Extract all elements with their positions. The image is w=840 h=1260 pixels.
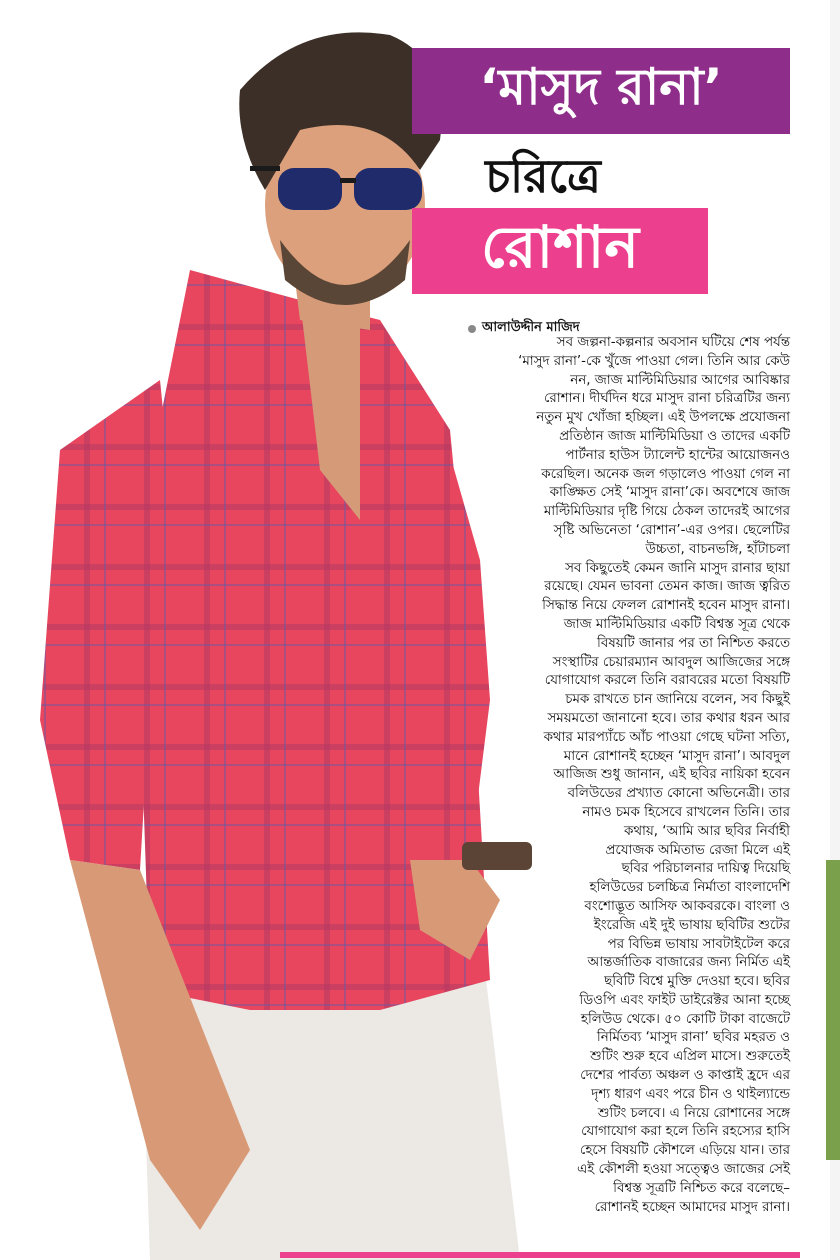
headline-line-2: চরিত্রে [485, 149, 601, 203]
article-body [0, 334, 790, 1217]
headline-line-2-box [468, 150, 618, 210]
headline-line-3: রোশান [480, 212, 639, 281]
article-line: ছবির পরিচালনার দায়িত্ব দিয়েছি [621, 861, 790, 877]
article-line: দেশের পার্বত্য অঞ্চল ও কাপ্তাই হ্রদে এর [580, 1068, 790, 1084]
article-line: আজিজ শুধু জানান, এই ছবির নায়িকা হবেন [553, 767, 790, 783]
article-line: বলিউডের প্রখ্যাত কোনো অভিনেত্রী। তার [567, 786, 790, 802]
article-line: রোশানই হচ্ছেন আমাদের মাসুদ রানা। [594, 1199, 790, 1215]
article-line: ‘মাসুদ রানা’-কে খুঁজে পাওয়া গেল। তিনি আর কেউ [518, 353, 790, 369]
headline-banner-roshan [412, 208, 708, 294]
adjacent-photo-edge [826, 860, 840, 1160]
article-line: শুটিং চলবে। এ নিয়ে রোশানের সঙ্গে [597, 1105, 790, 1121]
article-line: দৃশ্য ধারণ এবং পরে চীন ও থাইল্যান্ডে [591, 1086, 790, 1102]
article-line: নামও চমক হিসেবে রাখলেন তিনি। তার [582, 804, 790, 820]
article-line: নতুন মুখ খোঁজা হচ্ছিল। এই উপলক্ষে প্রযোজনা [536, 410, 790, 426]
article-line: করেছিল। অনেক জল গড়ালেও পাওয়া গেল না [541, 466, 790, 482]
byline-author: আলাউদ্দীন মাজিদ [482, 320, 580, 335]
article-line: মানে রোশানই হচ্ছেন ‘মাসুদ রানা’। আবদুল [563, 748, 790, 764]
article-line: যোগাযোগ করা হলে তিনি রহস্যের হাসি [581, 1124, 790, 1140]
article-line: পর বিভিন্ন ভাষায় সাবটাইটেল করে [607, 936, 790, 952]
article-line: উচ্চতা, বাচনভঙ্গি, হাঁটাচলা [645, 541, 790, 557]
article-line: নন, জাজ মাল্টিমিডিয়ার আগের আবিষ্কার [570, 372, 790, 388]
article-line: সব কিছুতেই কেমন জানি মাসুদ রানার ছায়া [565, 560, 790, 576]
article-line: ডিওপি এবং ফাইট ডাইরেক্টর আনা হচ্ছে [579, 992, 790, 1008]
article-line: সংস্থাটির চেয়ারম্যান আবদুল আজিজের সঙ্গে [552, 654, 790, 670]
article-line: আন্তর্জাতিক বাজারের জন্য নির্মিত এই [587, 955, 790, 971]
article-line: শুটিং শুরু হবে এপ্রিল মাসে। শুরুতেই [590, 1049, 790, 1065]
article-line: বিষয়টি জানার পর তা নিশ্চিত করতে [597, 635, 790, 651]
article-line: প্রতিষ্ঠান জাজ মাল্টিমিডিয়া ও তাদের একটি [559, 428, 790, 444]
article-line: রয়েছে। যেমন ভাবনা তেমন কাজ। জাজ ত্বরিত [544, 579, 790, 595]
article-line: হলিউডের চলচ্চিত্র নির্মাতা বাংলাদেশি [589, 880, 790, 896]
article-line: সময়মতো জানানো হবে। তার কথার ধরন আর [547, 710, 790, 726]
bullet-icon [468, 325, 476, 333]
article-line: হেসে বিষয়টি কৌশলে এড়িয়ে যান। তার [579, 1143, 790, 1159]
article-line: কথার মারপ্যাঁচে আঁচ পাওয়া গেছে ঘটনা সত্যি, [543, 729, 790, 745]
article-line: রোশান। দীর্ঘদিন ধরে মাসুদ রানা চরিত্রটির জন্য [544, 391, 790, 407]
article-line: প্রযোজক অমিতাভ রেজা মিলে এই [605, 842, 790, 858]
article-line: বিশ্বস্ত সূত্রটি নিশ্চিত করে বলেছে– [613, 1180, 790, 1196]
article-line: মাল্টিমিডিয়ার দৃষ্টি গিয়ে ঠেকল তাদেরই আগের [543, 504, 790, 520]
article-line: জাজ মাল্টিমিডিয়ার একটি বিশ্বস্ত সূত্র থেকে [563, 616, 790, 632]
bottom-accent-bar [280, 1252, 800, 1258]
article-line: সব জল্পনা-কল্পনার অবসান ঘটিয়ে শেষ পর্যন্ত [556, 335, 790, 350]
headline-line-1: ‘মাসুদ রানা’ [479, 57, 723, 116]
headline-banner-masud-rana [412, 48, 790, 134]
article-line: কাঙ্ক্ষিত সেই ‘মাসুদ রানা’কে। অবশেষে জাজ [549, 485, 790, 501]
article-line: এই কৌশলী হওয়া সত্ত্বেও জাজের সেই [577, 1162, 790, 1178]
article-line: নির্মিতব্য ‘মাসুদ রানা’ ছবির মহরত ও [596, 1030, 790, 1046]
article-line: সৃষ্টি অভিনেতা ‘রোশান’-এর ওপর। ছেলেটির [553, 522, 790, 538]
article-line: ছবিটি বিশ্বে মুক্তি দেওয়া হবে। ছবির [604, 974, 790, 990]
article-line: চমক রাখতে চান জানিয়ে বলেন, সব কিছুই [565, 692, 790, 708]
article-line: সিদ্ধান্ত নিয়ে ফেলল রোশানই হবেন মাসুদ রানা। [542, 598, 790, 614]
article-line: পার্টনার হাউস ট্যালেন্ট হান্টের আয়োজনও [565, 447, 790, 463]
article-line: কথায়, ‘আমি আর ছবির নির্বাহী [623, 823, 790, 839]
article-line: বংশোদ্ভূত আসিফ আকবরকে। বাংলা ও [584, 898, 790, 914]
article-line: যোগাযোগ করলে তিনি বরাবরের মতো বিষয়টি [544, 673, 790, 689]
article-line: হলিউড থেকে। ৫০ কোটি টাকা বাজেটে [580, 1011, 790, 1027]
article-line: ইংরেজি এই দুই ভাষায় ছবিটির শুটের [593, 917, 790, 933]
